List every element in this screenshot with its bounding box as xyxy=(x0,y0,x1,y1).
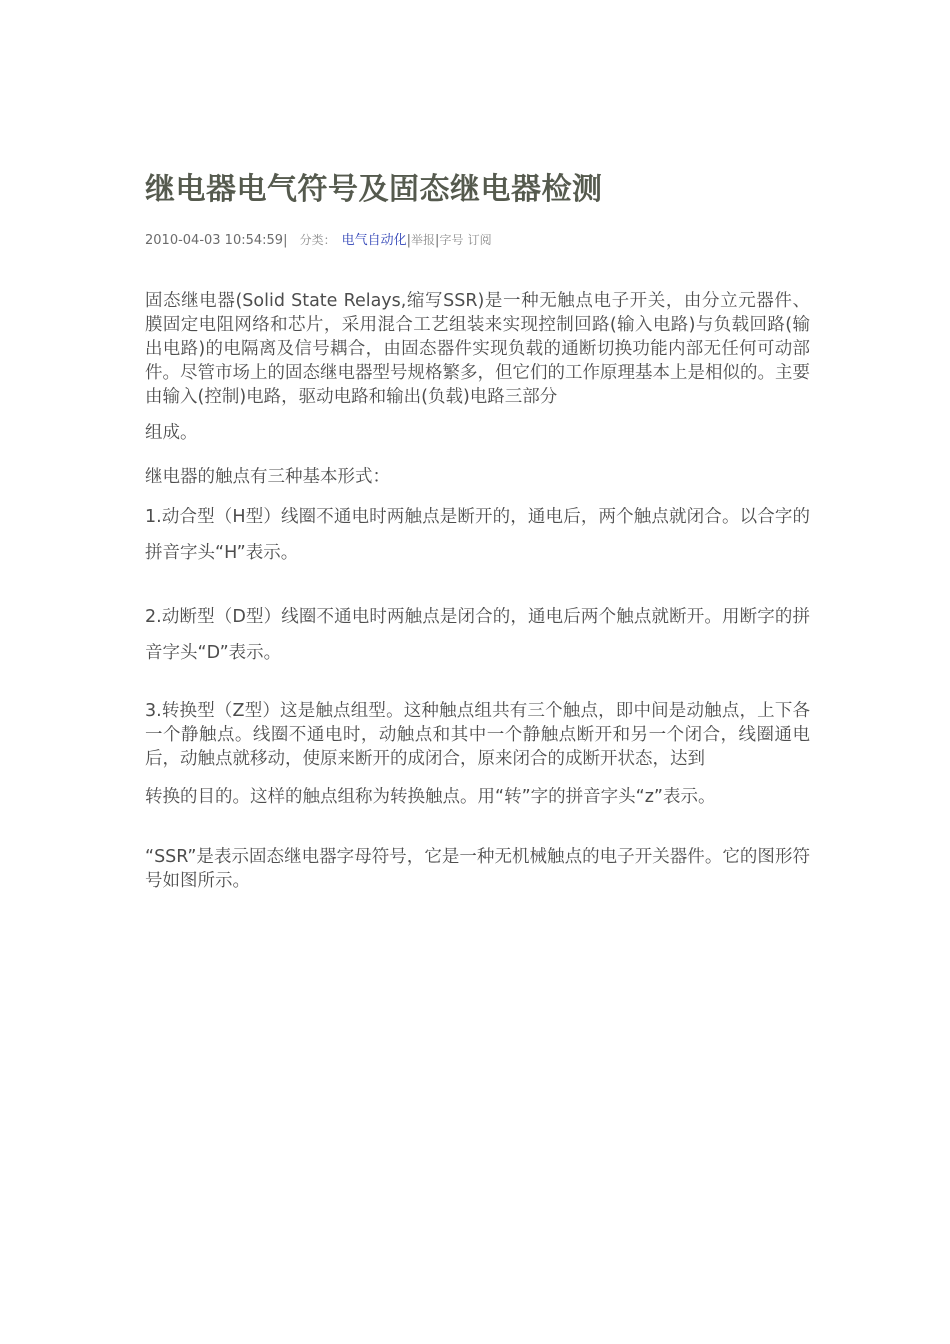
paragraph-intro-end: 组成。 xyxy=(145,423,198,443)
category-link[interactable]: 电气自动化 xyxy=(341,233,407,248)
meta-separator: | xyxy=(283,233,288,248)
paragraph-type-h: 1.动合型（H型）线圈不通电时两触点是断开的，通电后，两个触点就闭合。以合字的拼音字头“H”表示。 xyxy=(145,507,810,563)
paragraph-intro xyxy=(145,289,810,445)
report-link[interactable]: 举报 xyxy=(411,233,436,247)
paragraph-type-d: 2.动断型（D型）线圈不通电时两触点是闭合的，通电后两个触点就断开。用断字的拼音字头“D”表示。 xyxy=(145,607,810,663)
article xyxy=(145,168,810,893)
subscribe-link[interactable]: 订阅 xyxy=(467,233,492,247)
paragraph-type-z-end: 转换的目的。这样的触点组称为转换触点。用“转”字的拼音字头“z”表示。 xyxy=(145,787,716,807)
post-datetime: 2010-04-03 10:54:59 xyxy=(145,233,284,248)
article-title: 继电器电气符号及固态继电器检测 xyxy=(145,172,603,207)
paragraph-contact-forms: 继电器的触点有三种基本形式： xyxy=(145,467,390,487)
paragraph-type-z-text: 3.转换型（Z型）这是触点组型。这种触点组共有三个触点，即中间是动触点，上下各一个静触点。线圈不通电时，动触点和其中一个静触点断开和另一个闭合，线圈通电后，动触点就移动，使原来断开的成闭合，原来闭合的成断开状态，达到 xyxy=(145,701,810,769)
category-label: 分类： xyxy=(299,233,336,247)
font-size-link[interactable]: 字号 xyxy=(439,233,464,247)
meta-separator: | xyxy=(435,233,440,248)
paragraph-ssr-symbol: “SSR”是表示固态继电器字母符号，它是一种无机械触点的电子开关器件。它的图形符号如图所示。 xyxy=(145,847,810,891)
article-meta xyxy=(145,230,810,251)
paragraph-type-z xyxy=(145,699,810,809)
paragraph-intro-text: 固态继电器(Solid State Relays,缩写SSR)是一种无触点电子开关，由分立元器件、膜固定电阻网络和芯片，采用混合工艺组装来实现控制回路(输入电路)与负载回路(输出电路)的电隔离及信号耦合，由固态器件实现负载的通断切换功能内部无任何可动部件。尽管市场上的固态继电器型号规格繁多，但它们的工作原理基本上是相似的。主要由输入(控制)电路，驱动电路和输出(负载)电路三部分 xyxy=(145,291,810,407)
meta-separator: | xyxy=(406,233,412,248)
